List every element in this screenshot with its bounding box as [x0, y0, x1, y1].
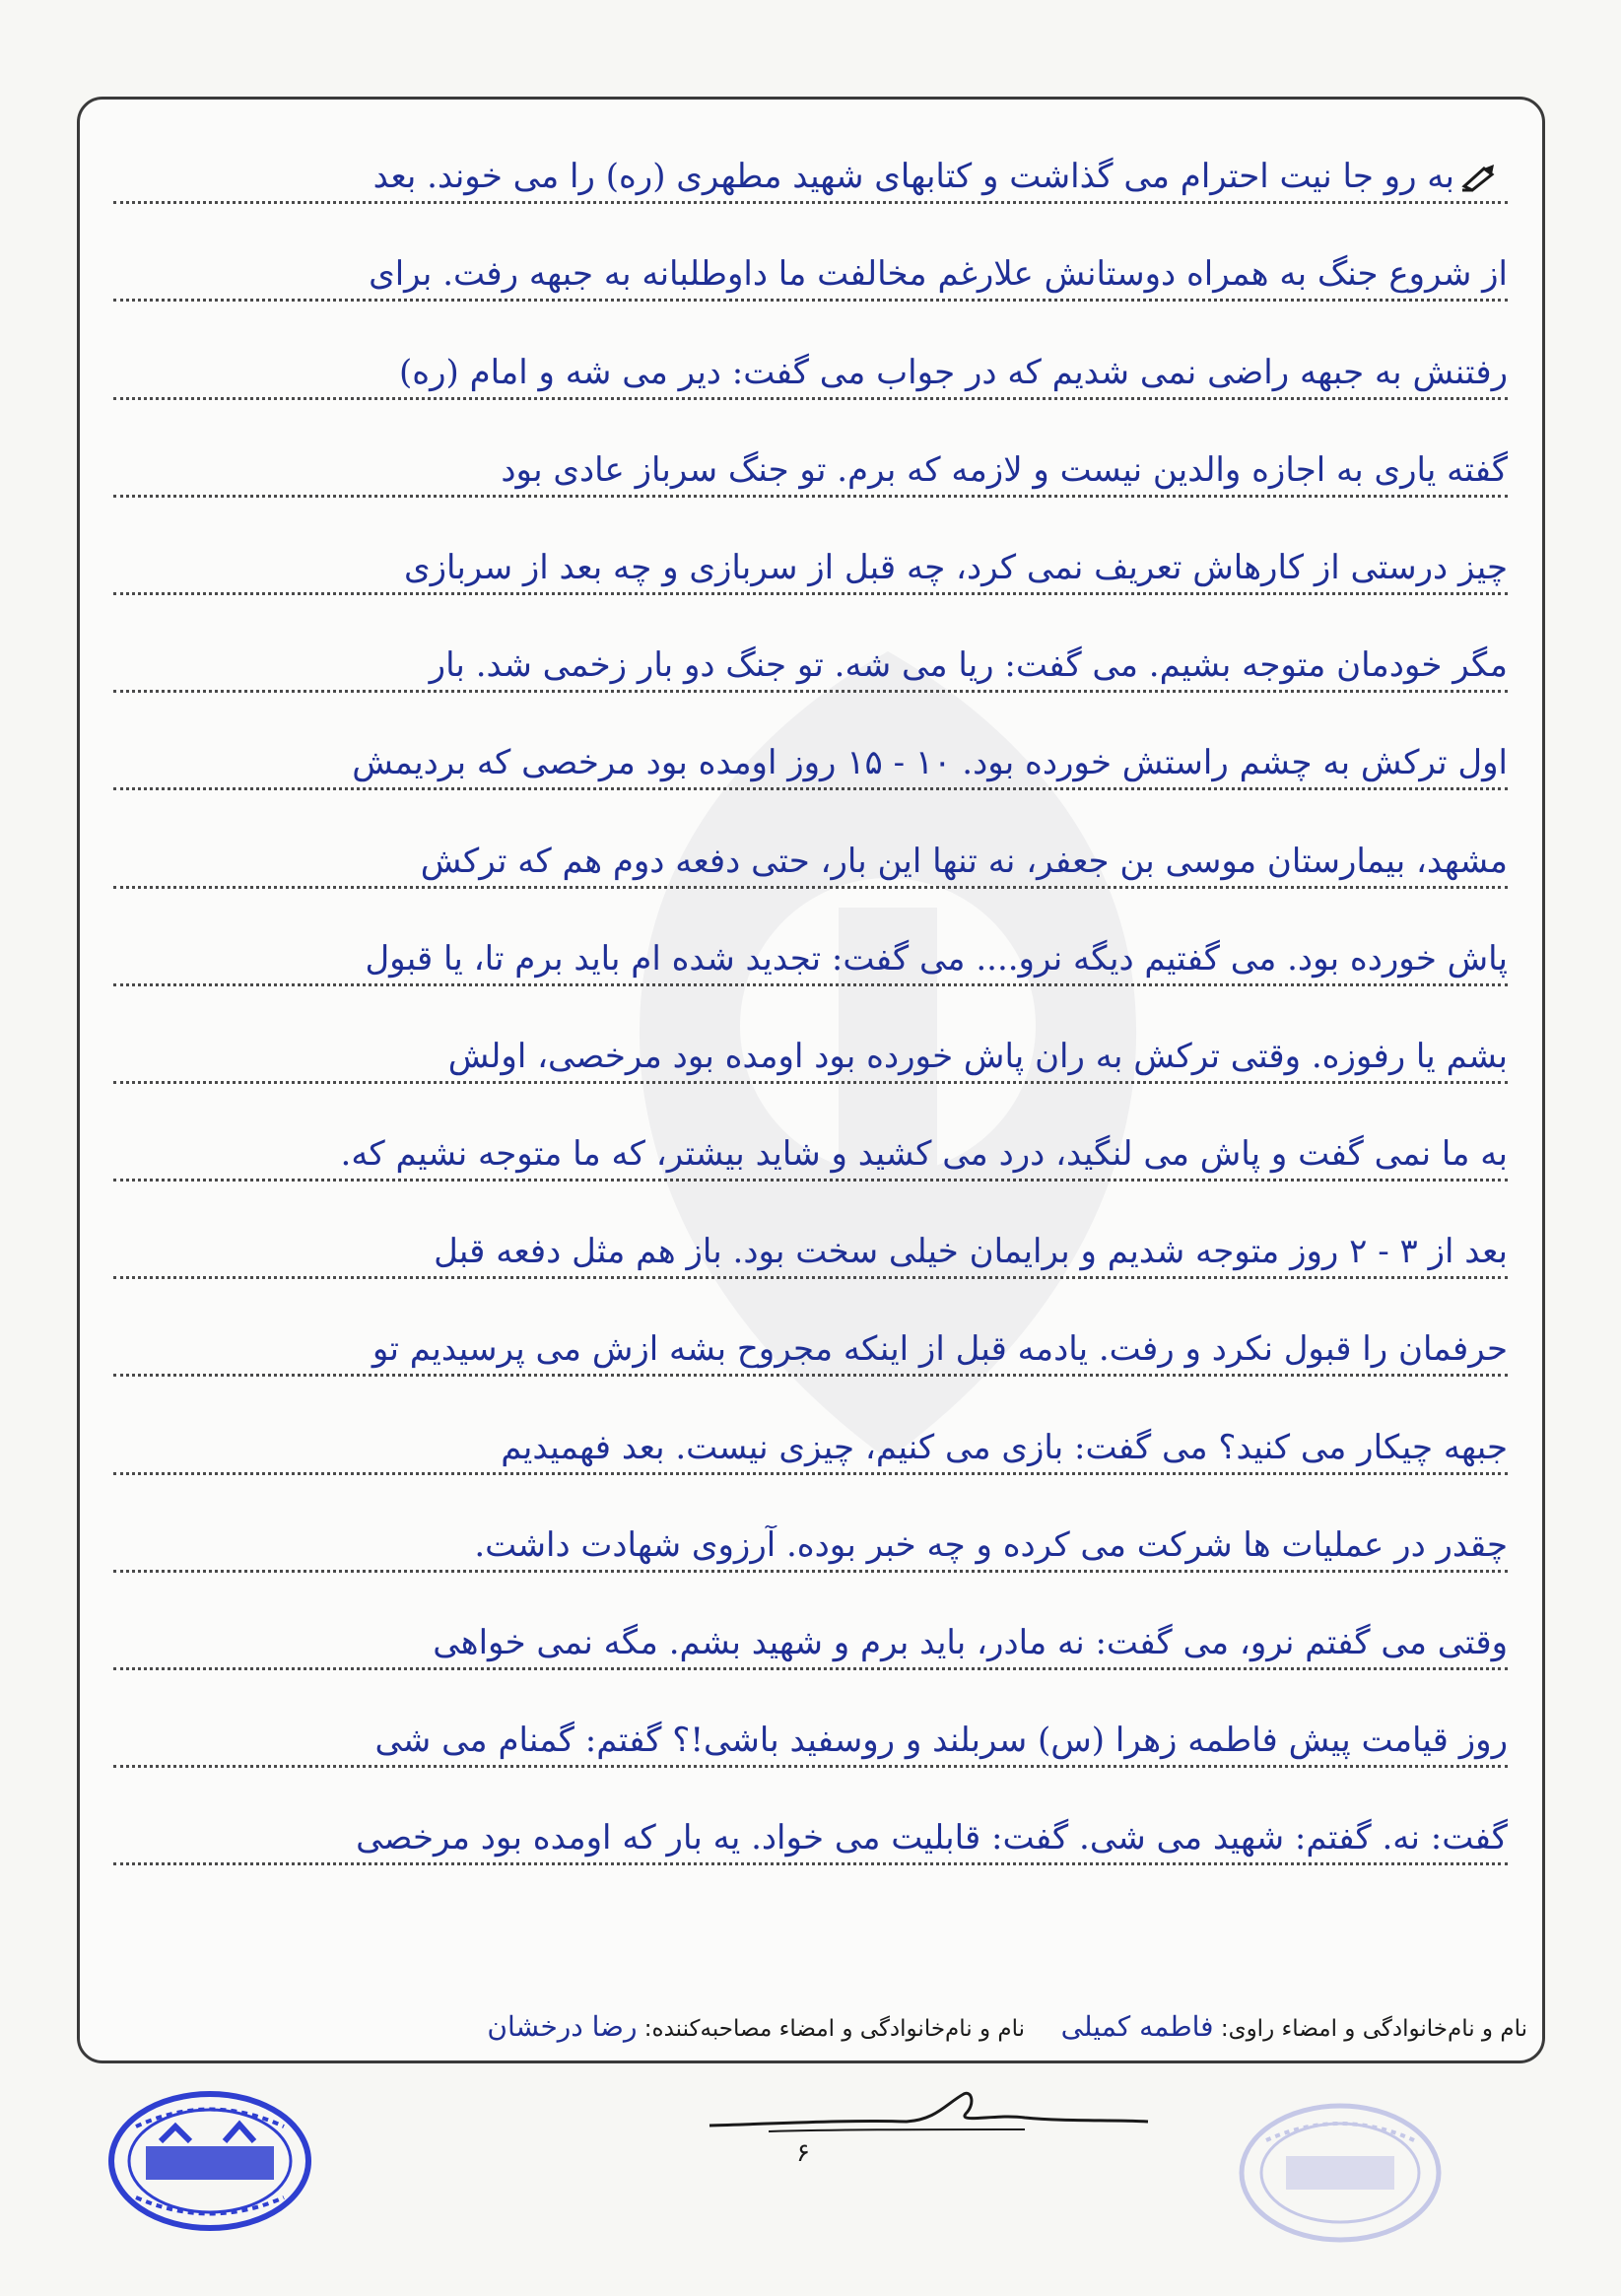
signature-footer	[89, 2010, 1527, 2043]
text-line	[113, 1106, 1508, 1203]
line-10: بشم یا رفوزه. وقتی ترکش به ران پاش خورده بود اومده بود مرخصی، اولش	[447, 1036, 1508, 1076]
text-line	[113, 911, 1508, 1008]
text-line	[113, 1790, 1508, 1887]
stamp-seal	[106, 2087, 313, 2235]
handwritten-signature	[700, 2084, 1153, 2143]
text-line	[113, 128, 1508, 226]
interviewer-name: رضا درخشان	[487, 2010, 638, 2043]
line-16: وقتی می گفتم نرو، می گفت: نه مادر، باید برم و شهید بشم. مگه نمی خواهی	[433, 1623, 1508, 1662]
line-7: اول ترکش به چشم راستش خورده بود. ۱۰ - ۱۵ روز اومده بود مرخصی که بردیمش	[352, 743, 1508, 783]
line-4: گفته یاری به اجازه والدین نیست و لازمه که برم. تو جنگ سرباز عادی بود	[501, 449, 1508, 490]
text-line	[113, 812, 1508, 910]
text-line	[113, 323, 1508, 421]
interviewer-label: نام و نام‌خانوادگی و امضاء مصاحبه‌کننده:	[643, 2016, 1026, 2042]
text-line	[113, 1594, 1508, 1692]
text-line	[113, 714, 1508, 812]
line-15: چقدر در عملیات ها شرکت می کرده و چه خبر بوده. آرزوی شهادت داشت.	[474, 1524, 1508, 1565]
line-8: مشهد، بیمارستان موسی بن جعفر، نه تنها این بار، حتی دفعه دوم هم که ترکش	[420, 841, 1508, 881]
text-line	[113, 1398, 1508, 1496]
text-line	[113, 617, 1508, 714]
page-number: ۶	[796, 2138, 810, 2168]
line-3: رفتنش به جبهه راضی نمی شدیم که در جواب می گفت: دیر می شه و امام (ره)	[399, 352, 1508, 392]
line-1: به رو جا نیت احترام می گذاشت و کتابهای شهید مطهری (ره) را می خوند. بعد	[372, 157, 1454, 197]
text-line	[113, 519, 1508, 617]
text-line	[113, 226, 1508, 323]
text-line	[113, 1301, 1508, 1398]
text-line	[113, 1497, 1508, 1594]
line-17: روز قیامت پیش فاطمه زهرا (س) سربلند و روسفید باشی!؟ گفتم: گمنام می شی	[374, 1721, 1508, 1761]
handwritten-text-body	[113, 128, 1508, 1887]
line-14: جبهه چیکار می کنید؟ می گفت: بازی می کنیم، چیزی نیست. بعد فهمیدیم	[501, 1427, 1508, 1467]
line-9: پاش خورده بود. می گفتیم دیگه نرو.... می گفت: تجدید شده ام باید برم تا، یا قبول	[365, 938, 1508, 979]
line-5: چیز درستی از کارهاش تعریف نمی کرد، چه قبل از سربازی و چه بعد از سربازی	[403, 547, 1508, 587]
pen-icon	[1460, 163, 1500, 192]
narrator-name: فاطمه کمیلی	[1060, 2010, 1214, 2043]
text-line	[113, 422, 1508, 519]
line-12: بعد از ۳ - ۲ روز متوجه شدیم و برایمان خیلی سخت بود. باز هم مثل دفعه قبل	[434, 1232, 1508, 1272]
stamp-seal	[1237, 2099, 1444, 2247]
narrator-label: نام و نام‌خانوادگی و امضاء راوی:	[1220, 2016, 1527, 2042]
line-2: از شروع جنگ به همراه دوستانش علارغم مخالفت ما داوطلبانه به جبهه رفت. برای	[369, 254, 1508, 295]
line-11: به ما نمی گفت و پاش می لنگید، درد می کشید و شاید بیشتر، که ما متوجه نشیم که.	[340, 1134, 1508, 1175]
line-13: حرفمان را قبول نکرد و رفت. یادمه قبل از اینکه مجروح بشه ازش می پرسیدیم تو	[371, 1329, 1508, 1370]
text-line	[113, 1008, 1508, 1106]
line-18: گفت: نه. گفتم: شهید می شی. گفت: قابلیت می خواد. یه بار که اومده بود مرخصی	[356, 1818, 1508, 1858]
line-6: مگر خودمان متوجه بشیم. می گفت: ریا می شه. تو جنگ دو بار زخمی شد. بار	[429, 645, 1508, 686]
text-line	[113, 1203, 1508, 1301]
text-line	[113, 1692, 1508, 1790]
